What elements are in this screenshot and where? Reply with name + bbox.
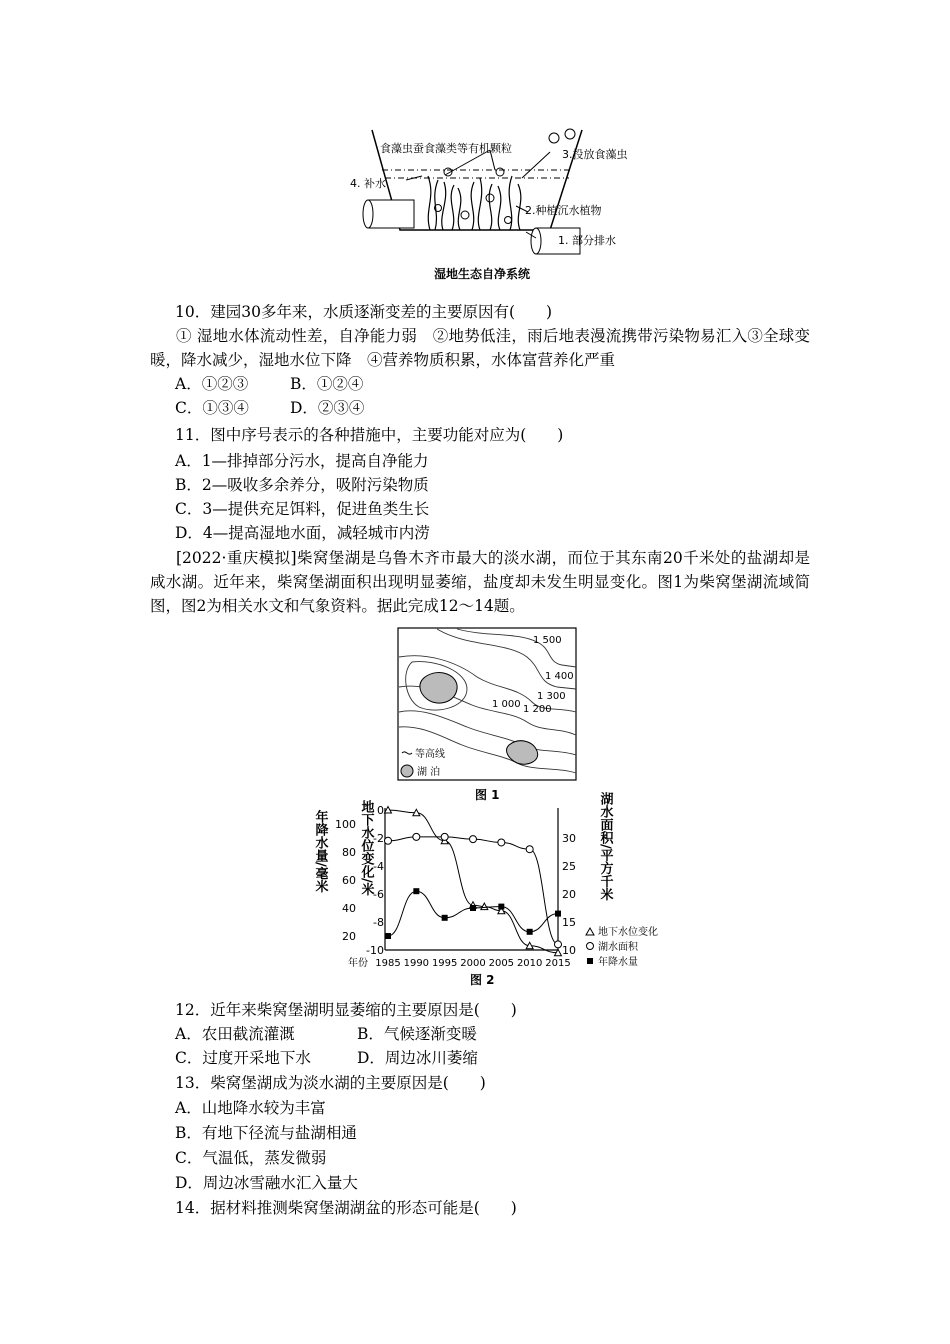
tick-x-2: 1995: [431, 958, 458, 969]
series-2-point-2: [442, 915, 448, 921]
series-2-point-4: [498, 904, 504, 910]
tick-right-1: 25: [562, 860, 576, 873]
legend-lake-area: 湖水面积: [598, 942, 638, 953]
q12-stem: 12．近年来柴窝堡湖明显萎缩的主要原因是( ): [175, 1001, 517, 1019]
q12-option-b[interactable]: B．气候逐渐变暖: [357, 1025, 477, 1043]
series-1-point-2: [441, 833, 448, 840]
series-1-point-6: [555, 941, 562, 948]
series-1-point-0: [385, 837, 392, 844]
series-2-point-3: [470, 905, 476, 911]
tick-right-2: 20: [562, 888, 576, 901]
legend-lake-label: 湖 泊: [417, 767, 441, 778]
q13-option-d[interactable]: D．周边冰雪融水汇入量大: [175, 1174, 358, 1192]
axis-title-groundwater: 地下水位变化/米: [358, 800, 374, 896]
legend-contour-label: 等高线: [415, 749, 445, 760]
contour-label-1500: 1 500: [533, 635, 562, 646]
tick-x-0: 1985: [375, 958, 401, 969]
tick-left_inner-3: -6: [373, 888, 384, 901]
series-1-point-5: [526, 846, 533, 853]
series-2-point-6: [555, 911, 561, 917]
tick-x-4: 2005: [488, 958, 515, 969]
figure-2-caption: 图 2: [470, 973, 495, 987]
q11-option-b[interactable]: B．2—吸收多余养分，吸附污染物质: [175, 476, 429, 494]
q13-option-b[interactable]: B．有地下径流与盐湖相通: [175, 1124, 357, 1142]
x-axis-title: 年份: [348, 958, 368, 969]
legend-lake-swatch: [401, 765, 413, 777]
q14-stem: 14．据材料推测柴窝堡湖湖盆的形态可能是( ): [175, 1199, 517, 1217]
aquatic-plants: [428, 176, 521, 230]
q13-stem: 13．柴窝堡湖成为淡水湖的主要原因是( ): [175, 1074, 486, 1092]
q11-option-c[interactable]: C．3—提供充足饵料，促进鱼类生长: [175, 500, 430, 518]
tick-left_inner-1: -2: [373, 832, 384, 845]
contour-label-1000: 1 000: [492, 699, 521, 710]
legend-groundwater: 地下水位变化: [598, 927, 658, 938]
label-step2: 2.种植沉水植物: [525, 204, 602, 217]
tick-x-1: 1990: [403, 958, 430, 969]
tick-left_outer-3: 40: [342, 902, 356, 915]
figure-1-caption: 图 1: [475, 788, 500, 802]
series-1-point-4: [498, 839, 505, 846]
wetland-figure: [340, 120, 640, 290]
contour-label-1400: 1 400: [545, 671, 574, 682]
figure-1-map: [397, 627, 582, 807]
q10-option-b[interactable]: B．①②④: [290, 375, 364, 393]
figure-caption-top: 湿地生态自净系统: [434, 267, 531, 281]
q13-option-c[interactable]: C．气温低，蒸发微弱: [175, 1149, 327, 1167]
contour-label-1200: 1 200: [523, 704, 552, 715]
material-paragraph: [2022·重庆模拟]柴窝堡湖是乌鲁木齐市最大的淡水湖，而位于其东南20千米处的盐湖却是咸水湖。近年来，柴窝堡湖面积出现明显萎缩，盐度却未发生明显变化。图1为柴窝堡湖流域简图，图2为相关水文和气象资料。据此完成12～14题。: [150, 549, 810, 615]
series-2-point-5: [527, 929, 533, 935]
q11-option-a[interactable]: A．1—排掉部分污水，提高自净能力: [175, 452, 429, 470]
contour-label-1300: 1 300: [537, 691, 566, 702]
q13-option-a[interactable]: A．山地降水较为丰富: [175, 1099, 326, 1117]
q10-option-c[interactable]: C．①③④: [175, 399, 249, 417]
tick-right-0: 30: [562, 832, 576, 845]
q11-option-d[interactable]: D．4—提高湿地水面，减轻城市内涝: [175, 524, 430, 542]
q12-option-d[interactable]: D．周边冰川萎缩: [357, 1049, 478, 1067]
label-step4: 4. 补水: [350, 177, 386, 190]
tick-x-6: 2015: [545, 958, 571, 969]
series-1-point-3: [470, 836, 477, 843]
tick-right-3: 15: [562, 916, 576, 929]
tick-left_outer-0: 100: [335, 818, 356, 831]
tick-x-5: 2010: [516, 958, 543, 969]
series-1-point-1: [413, 833, 420, 840]
label-step1: 1. 部分排水: [558, 234, 616, 247]
q10-stem: 10．建园30多年来，水质逐渐变差的主要原因有( ): [175, 303, 553, 321]
figure-2-chart: [300, 790, 680, 990]
tick-left_inner-4: -8: [373, 916, 384, 929]
series-2-point-0: [385, 933, 391, 939]
axis-title-lake-area: 湖水面积/平方千米: [597, 792, 613, 901]
tick-right-4: 10: [562, 944, 576, 957]
chart-legend: [586, 925, 658, 968]
q10-option-a[interactable]: A．①②③: [175, 375, 249, 393]
tick-left_inner-5: -10: [366, 944, 384, 957]
q12-option-c[interactable]: C．过度开采地下水: [175, 1049, 311, 1067]
q10-option-d[interactable]: D．②③④: [290, 399, 365, 417]
tick-left_outer-4: 20: [342, 930, 356, 943]
q10-statements: ① 湿地水体流动性差，自净能力弱 ②地势低洼，雨后地表漫流携带污染物易汇入③全球变暖，降水减少，湿地水位下降 ④营养物质积累，水体富营养化严重: [150, 327, 810, 369]
tick-x-3: 2000: [460, 958, 486, 969]
series-2-point-1: [413, 888, 419, 894]
tick-left_inner-0: 0: [377, 804, 384, 817]
tick-left_inner-2: -4: [373, 860, 384, 873]
legend-precipitation: 年降水量: [598, 957, 638, 968]
axis-title-precipitation: 年降水量/毫米: [312, 810, 328, 893]
q12-option-a[interactable]: A．农田截流灌溉: [175, 1025, 295, 1043]
tick-left_outer-1: 80: [342, 846, 356, 859]
q11-stem: 11．图中序号表示的各种措施中，主要功能对应为( ): [175, 426, 564, 444]
tick-left_outer-2: 60: [342, 874, 356, 887]
label-step3: 3.投放食藻虫: [562, 148, 628, 161]
label-particles: 食藻虫蚕食藻类等有机颗粒: [380, 142, 512, 155]
